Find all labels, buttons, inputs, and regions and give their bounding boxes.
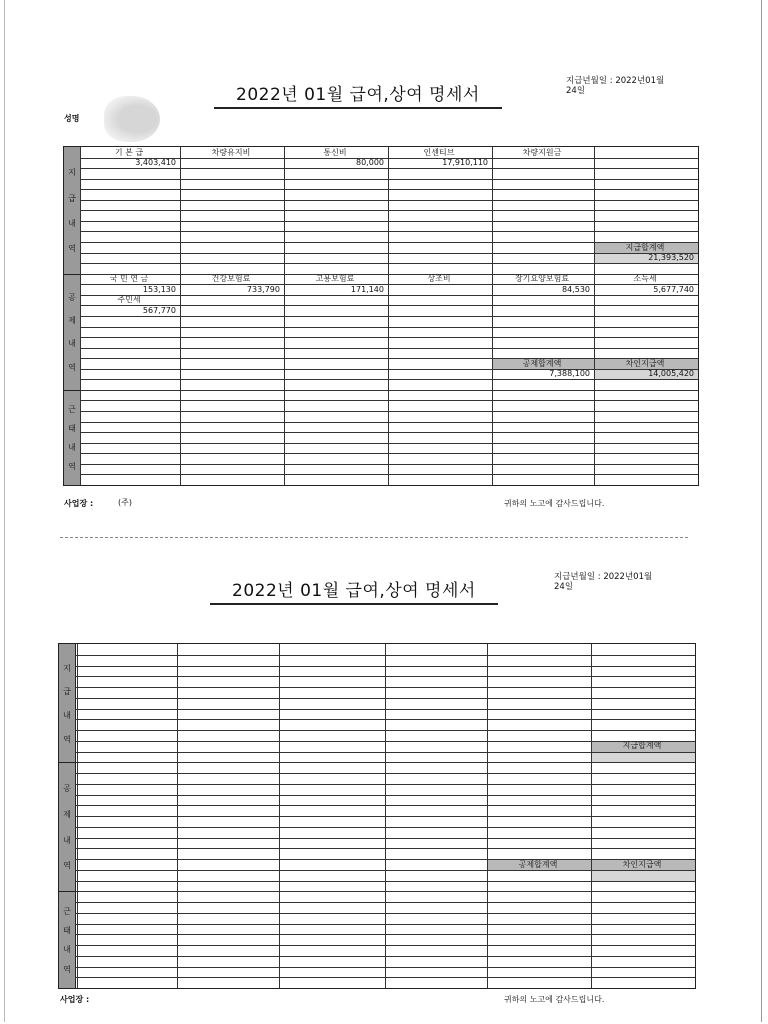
pay-header-cell: 인센티브 (423, 147, 455, 157)
slip1-section-pay-char: 급 (68, 193, 76, 203)
slip1-row-line (80, 348, 698, 349)
slip1-section-pay-char: 지 (68, 168, 76, 178)
slip2-section-separator (59, 762, 75, 763)
slip1-row-line (80, 168, 698, 169)
slip1-row-line (80, 422, 698, 423)
slip1-workplace-label: 사업장 : (64, 499, 94, 508)
deduct-header-cell: 국 민 연 금 (109, 274, 149, 284)
slip2-section-attend-char: 역 (63, 964, 71, 974)
redacted-name-smudge (104, 96, 160, 142)
deduct-extra-label: 주민세 (117, 295, 141, 305)
slip1-row-line (80, 390, 698, 391)
pay-total-value: 21,393,520 (648, 253, 694, 263)
pay-value-cell: 17,910,110 (442, 158, 488, 168)
slip2-section-pay-char: 급 (63, 687, 71, 697)
slip2-col-line (385, 644, 386, 988)
slip2-section-pay-char: 역 (63, 734, 71, 744)
slip1-row-line (80, 316, 698, 317)
slip1-section-deduct-char: 내 (68, 339, 76, 349)
slip1-paydate (566, 76, 664, 96)
slip1-row-line (80, 179, 698, 180)
slip1-section-pay-char: 내 (68, 219, 76, 229)
slip1-row-line (80, 379, 698, 380)
deduct-header-cell: 건강보험료 (211, 274, 251, 284)
slip2-section-attend-char: 내 (63, 945, 71, 955)
slip1-col-line (180, 147, 181, 485)
slip2-shade-4 (591, 870, 695, 881)
slip1-row-line (80, 231, 698, 232)
slip2-col-line (177, 644, 178, 988)
deduct-value-cell: 733,790 (246, 284, 280, 294)
slip1-title: 2022년 01월 급여,상여 명세서 (214, 80, 502, 109)
slip2-paydate (554, 572, 652, 592)
slip2-section-deduct-char: 역 (63, 861, 71, 871)
deduct-header-cell: 장기요양보험료 (514, 274, 570, 284)
slip2-section-deduct-char: 공 (63, 784, 71, 794)
slip1-col-line (492, 147, 493, 485)
slip2-section-separator (59, 891, 75, 892)
slip2-paydate-day: 24일 (554, 582, 574, 592)
deduct-value-cell: 5,677,740 (653, 284, 694, 294)
slip1-workplace-value: (주) (118, 498, 132, 507)
slip2-section-deduct-char: 제 (63, 809, 71, 819)
slip2-table (58, 643, 696, 989)
slip1-row-line (80, 200, 698, 201)
slip2-title: 2022년 01월 급여,상여 명세서 (210, 576, 498, 605)
net-pay-value: 14,005,420 (648, 369, 694, 379)
deduct-value-cell: 171,140 (350, 284, 384, 294)
pay-header-cell: 통신비 (323, 147, 347, 157)
pay-total-label: 지급합계액 (622, 741, 662, 751)
slip1-row-line (80, 411, 698, 412)
slip2-workplace-label: 사업장 : (60, 995, 90, 1004)
slip1-name-label: 성명 (64, 114, 80, 123)
pay-header-cell: 차량지원금 (522, 147, 562, 157)
slip2-col-line (487, 644, 488, 988)
pay-header-cell: 차량유지비 (211, 147, 251, 157)
deduct-header-cell: 고용보험료 (315, 274, 355, 284)
slip1-table (63, 146, 699, 486)
deduct-value-cell: 153,130 (142, 284, 176, 294)
slip1-section-separator (64, 390, 80, 391)
slip1-row-line (80, 443, 698, 444)
slip2-section-pay-char: 내 (63, 710, 71, 720)
deduct-header-cell: 상조비 (427, 274, 451, 284)
slip1-row-line (80, 337, 698, 338)
deduct-total-label: 공제합계액 (522, 358, 562, 368)
pay-total-label: 지급합계액 (625, 242, 665, 252)
net-pay-label: 차인지급액 (622, 859, 662, 869)
slip1-section-attend-char: 내 (68, 442, 76, 452)
slip1-thanks: 귀하의 노고에 감사드립니다. (504, 499, 605, 508)
slip1-section-attend-char: 태 (68, 423, 76, 433)
pay-header-cell: 기 본 급 (114, 147, 144, 157)
slip2-shade-1 (591, 752, 695, 763)
slip1-row-line (80, 474, 698, 475)
slip2-col-line (77, 644, 78, 988)
slip1-col-line (284, 147, 285, 485)
slip1-section-attend-char: 근 (68, 404, 76, 414)
slip1-row-line (80, 432, 698, 433)
slip1-row-line (80, 464, 698, 465)
deduct-extra-value: 567,770 (142, 305, 176, 315)
pay-value-cell: 3,403,410 (135, 158, 176, 168)
slip1-row-line (80, 453, 698, 454)
deduct-total-value: 7,388,100 (549, 369, 590, 379)
pay-value-cell: 80,000 (356, 158, 384, 168)
slip1-col-line (594, 147, 595, 485)
slip1-section-separator (64, 485, 80, 486)
slip2-section-attend-char: 근 (63, 906, 71, 916)
slip1-row-line (80, 189, 698, 190)
slip2-section-pay-char: 지 (63, 663, 71, 673)
slip1-row-line (80, 210, 698, 211)
slip1-col-line (80, 147, 81, 485)
slip2-section-deduct-char: 내 (63, 835, 71, 845)
slip1-section-pay-char: 역 (68, 244, 76, 254)
slip1-section-deduct-char: 공 (68, 292, 76, 302)
slip2-thanks: 귀하의 노고에 감사드립니다. (504, 995, 605, 1004)
cut-line (60, 537, 688, 538)
slip1-col-line (388, 147, 389, 485)
slip2-col-line (279, 644, 280, 988)
slip2-paydate-label: 지급년월일 : 2022년01월 (554, 572, 653, 582)
slip1-paydate-day: 24일 (566, 86, 586, 96)
slip1-row-line (80, 221, 698, 222)
slip1-row-line (80, 327, 698, 328)
slip2-col-line (591, 644, 592, 988)
slip1-section-deduct-char: 제 (68, 316, 76, 326)
slip1-row-line (80, 400, 698, 401)
slip2-section-separator (59, 988, 75, 989)
slip1-row-line (80, 263, 698, 264)
slip1-section-attend-char: 역 (68, 461, 76, 471)
net-pay-label: 차인지급액 (625, 358, 665, 368)
deduct-value-cell: 84,530 (562, 284, 590, 294)
deduct-header-cell: 소득세 (633, 274, 657, 284)
slip2-section-attend-char: 태 (63, 925, 71, 935)
slip1-section-deduct-char: 역 (68, 362, 76, 372)
deduct-total-label: 공제합계액 (518, 859, 558, 869)
slip1-section-separator (64, 274, 80, 275)
slip1-paydate-label: 지급년월일 : 2022년01월 (566, 76, 665, 86)
